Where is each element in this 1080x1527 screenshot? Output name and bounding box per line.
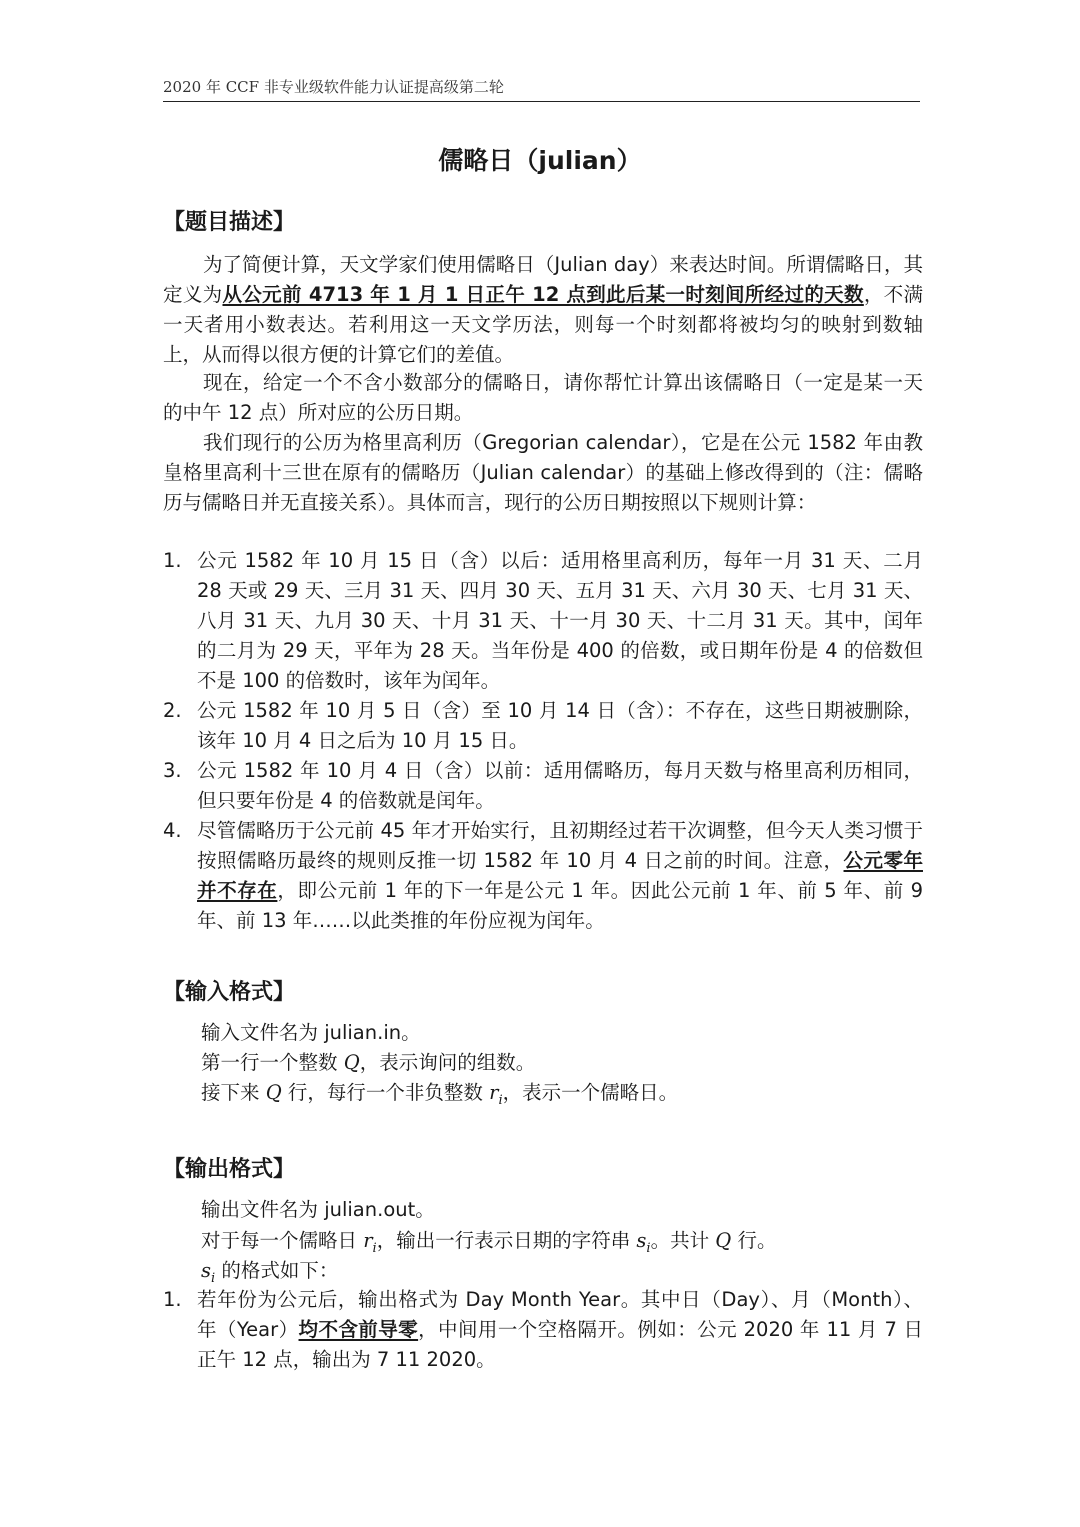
output-line-3-text: 的格式如下： — [215, 1259, 339, 1282]
rule-text: 公元 1582 年 10 月 5 日（含）至 10 月 14 日（含）：不存在，这些日期被删除，该年 10 月 4 日之后为 10 月 15 日。 — [197, 699, 923, 752]
output-item-1 — [163, 1285, 923, 1375]
rule-number: 2. — [163, 699, 182, 722]
item-text-a: 若年份为公元后，输出格式为 Day Month Year。其中日（Day）、月（Month）、年（Year） — [197, 1288, 923, 1341]
input-line-3-b: 行，每行一个非负整数 — [281, 1081, 490, 1104]
year-zero-note: 公元零年并不存在 — [197, 849, 923, 902]
rule-text: 公元 1582 年 10 月 15 日（含）以后：适用格里高利历，每年一月 31 天、二月 28 天或 29 天、三月 31 天、四月 30 天、五月 31 天、六月 30 天、七月 31 天、八月 31 天、九月 30 天、十月 31 天、十一月 30 天、十二月 31 天。其中，闰年的二月为 29 天，平年为 28 天。当年份是 400 的倍数，或日期年份是 4 的倍数但不是 100 的倍数时，该年为闰年。 — [197, 549, 923, 692]
rule-item-1 — [163, 546, 923, 696]
var-i: i — [211, 1270, 216, 1286]
rule-number: 3. — [163, 759, 182, 782]
var-i: i — [646, 1240, 651, 1256]
rule-item-2 — [163, 696, 923, 756]
rule-text-a: 尽管儒略历于公元前 45 年才开始实行，且初期经过若干次调整，但今天人类习惯于按照儒略历最终的规则反推一切 1582 年 10 月 4 日之前的时间。注意， — [197, 819, 923, 872]
description-paragraph-2: 现在，给定一个不含小数部分的儒略日，请你帮忙计算出该儒略日（一定是某一天的中午 12 点）所对应的公历日期。 — [163, 371, 923, 424]
output-line-2-b: ，输出一行表示日期的字符串 — [376, 1229, 637, 1252]
item-number: 1. — [163, 1288, 182, 1311]
output-line-1: 输出文件名为 julian.out。 — [201, 1198, 435, 1221]
var-r: r — [363, 1229, 373, 1252]
input-line-3-a: 接下来 — [201, 1081, 266, 1104]
p1-text-c: ，不满一天者用小数表达。若利用这一天文学历法，则每一个时刻都将被均匀的映射到数轴上，从而得以很方便的计算它们的差值。 — [163, 283, 923, 366]
rule-text-c: ，即公元前 1 年的下一年是公元 1 年。因此公元前 1 年、前 5 年、前 9 年、前 13 年……以此类推的年份应视为闰年。 — [197, 879, 923, 932]
rule-item-3 — [163, 756, 923, 816]
output-heading: 【输出格式】 — [163, 1157, 296, 1182]
input-line-3-c: ，表示一个儒略日。 — [502, 1081, 679, 1104]
problem-title: 儒略日（julian） — [438, 146, 642, 175]
description-paragraph-1 — [163, 250, 923, 370]
rule-number: 4. — [163, 819, 182, 842]
output-line-2-c: 。共计 — [650, 1229, 716, 1252]
no-leading-zero-note: 均不含前导零 — [298, 1318, 419, 1341]
input-line-3 — [201, 1078, 678, 1116]
var-i: i — [372, 1240, 377, 1256]
var-s: s — [201, 1259, 212, 1282]
input-heading: 【输入格式】 — [163, 980, 296, 1005]
rule-number: 1. — [163, 549, 182, 572]
output-line-2-a: 对于每一个儒略日 — [201, 1229, 364, 1252]
var-r: r — [489, 1081, 499, 1104]
var-q: Q — [715, 1229, 732, 1252]
p1-text-a: 为了简便计算，天文学家们使用儒略日（Julian day）来表达时间。所谓儒略日，其定义为 — [163, 253, 923, 306]
page-header: 2020 年 CCF 非专业级软件能力认证提高级第二轮 — [163, 76, 920, 102]
output-format-list — [163, 1285, 923, 1375]
input-line-1: 输入文件名为 julian.in。 — [201, 1021, 421, 1044]
input-line-2-a: 第一行一个整数 — [201, 1051, 344, 1074]
var-q: Q — [265, 1081, 282, 1104]
description-heading: 【题目描述】 — [163, 210, 296, 235]
output-line-2-d: 行。 — [731, 1229, 777, 1252]
var-q: Q — [343, 1051, 360, 1074]
julian-day-definition: 从公元前 4713 年 1 月 1 日正午 12 点到此后某一时刻间所经过的天数 — [222, 283, 864, 306]
var-s: s — [636, 1229, 647, 1252]
input-line-2-b: ，表示询问的组数。 — [359, 1051, 536, 1074]
item-text-c: ，中间用一个空格隔开。例如：公元 2020 年 11 月 7 日正午 12 点，输出为 7 11 2020。 — [197, 1318, 923, 1371]
rule-item-4 — [163, 816, 923, 936]
description-paragraph-3: 我们现行的公历为格里高利历（Gregorian calendar），它是在公元 1582 年由教皇格里高利十三世在原有的儒略历（Julian calendar）的基础上修改得到的（注：儒略历与儒略日并无直接关系）。具体而言，现行的公历日期按照以下规则计算： — [163, 431, 923, 514]
input-line-2 — [201, 1048, 535, 1078]
var-i: i — [498, 1092, 503, 1108]
rules-list — [163, 546, 923, 936]
rule-text: 公元 1582 年 10 月 4 日（含）以前：适用儒略历，每月天数与格里高利历相同，但只要年份是 4 的倍数就是闰年。 — [197, 759, 923, 812]
